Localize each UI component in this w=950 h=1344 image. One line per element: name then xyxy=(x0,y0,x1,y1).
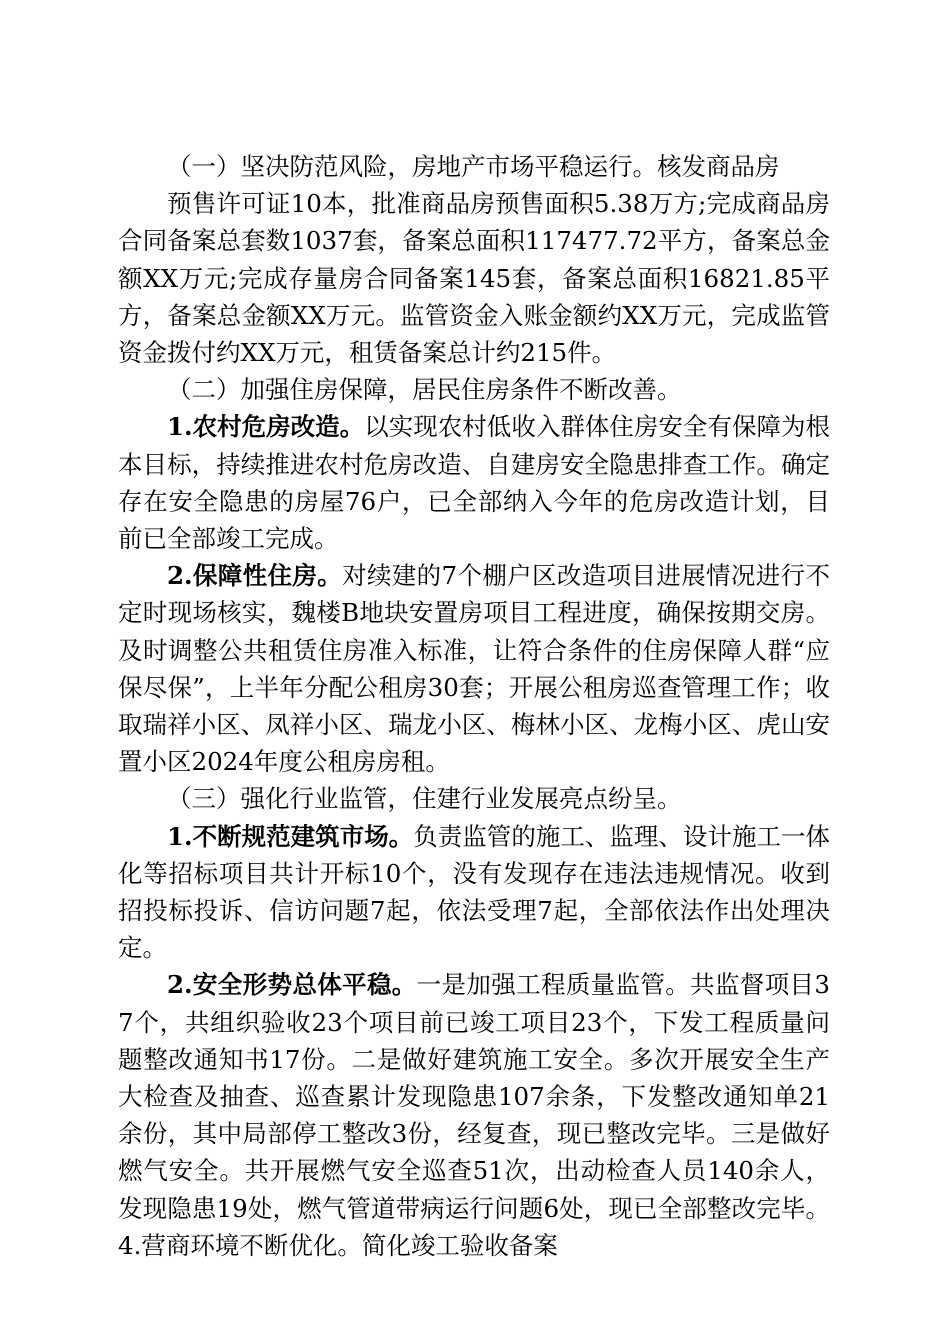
document-page xyxy=(118,148,830,1264)
section1-body: 预售许可证10本，批准商品房预售面积5.38万方;完成商品房合同备案总套数1037套，备案总面积117477.72平方，备案总金额XX万元;完成存量房合同备案145套，备案总面积16821.85平方，备案总金额XX万元。监管资金入账金额约XX万元，完成监管资金拨付约XX万元，租赁备案总计约215件。 xyxy=(118,189,830,368)
section3-item2-title: 2.安全形势总体平稳。 xyxy=(167,970,417,1000)
section1-heading: （一）坚决防范风险，房地产市场平稳运行。核发商品房 xyxy=(167,152,780,181)
section2-item2 xyxy=(118,557,830,780)
section3-item1-body: 负责监管的施工、监理、设计施工一体化等招标项目共计开标10个，没有发现存在违法违规情况。收到招投标投诉、信访问题7起，依法受理7起，全部依法作出处理决定。 xyxy=(118,821,831,963)
section2-item1-title: 1.农村危房改造。 xyxy=(167,412,365,442)
section3-item1 xyxy=(118,818,830,967)
section2-item1-body: 以实现农村低收入群体住房安全有保障为根本目标，持续推进农村危房改造、自建房安全隐患排查工作。确定存在安全隐患的房屋76户，已全部纳入今年的危房改造计划，目前已全部竣工完成。 xyxy=(118,412,831,554)
section2-item1 xyxy=(118,408,830,557)
section3-item1-title: 1.不断规范建筑市场。 xyxy=(167,821,414,851)
section2-heading: （二）加强住房保障，居民住房条件不断改善。 xyxy=(167,375,682,405)
section3-heading: （三）强化行业监管，住建行业发展亮点纷呈。 xyxy=(167,784,682,814)
section3-item2 xyxy=(118,966,830,1264)
section2-item2-title: 2.保障性住房。 xyxy=(167,561,343,591)
section3-item2-body: 一是加强工程质量监管。共监督项目37个，共组织验收23个项目前已竣工项目23个，下发工程质量问题整改通知书17份。二是做好建筑施工安全。多次开展安全生产大检查及抽查、巡查累计发现隐患107余条，下发整改通知单21余份，其中局部停工整改3份，经复查，现已整改完毕。三是做好燃气安全。共开展燃气安全巡查51次，出动检查人员140余人，发现隐患19处，燃气管道带病运行问题6处，现已全部整改完毕。4.营商环境不断优化。简化竣工验收备案 xyxy=(118,970,830,1260)
section2-item2-body: 对续建的7个棚户区改造项目进展情况进行不定时现场核实，魏楼B地块安置房项目工程进度，确保按期交房。及时调整公共租赁住房准入标准，让符合条件的住房保障人群“应保尽保”，上半年分配公租房30套；开展公租房巡查管理工作；收取瑞祥小区、凤祥小区、瑞龙小区、梅林小区、龙梅小区、虎山安置小区2024年度公租房房租。 xyxy=(118,561,830,777)
